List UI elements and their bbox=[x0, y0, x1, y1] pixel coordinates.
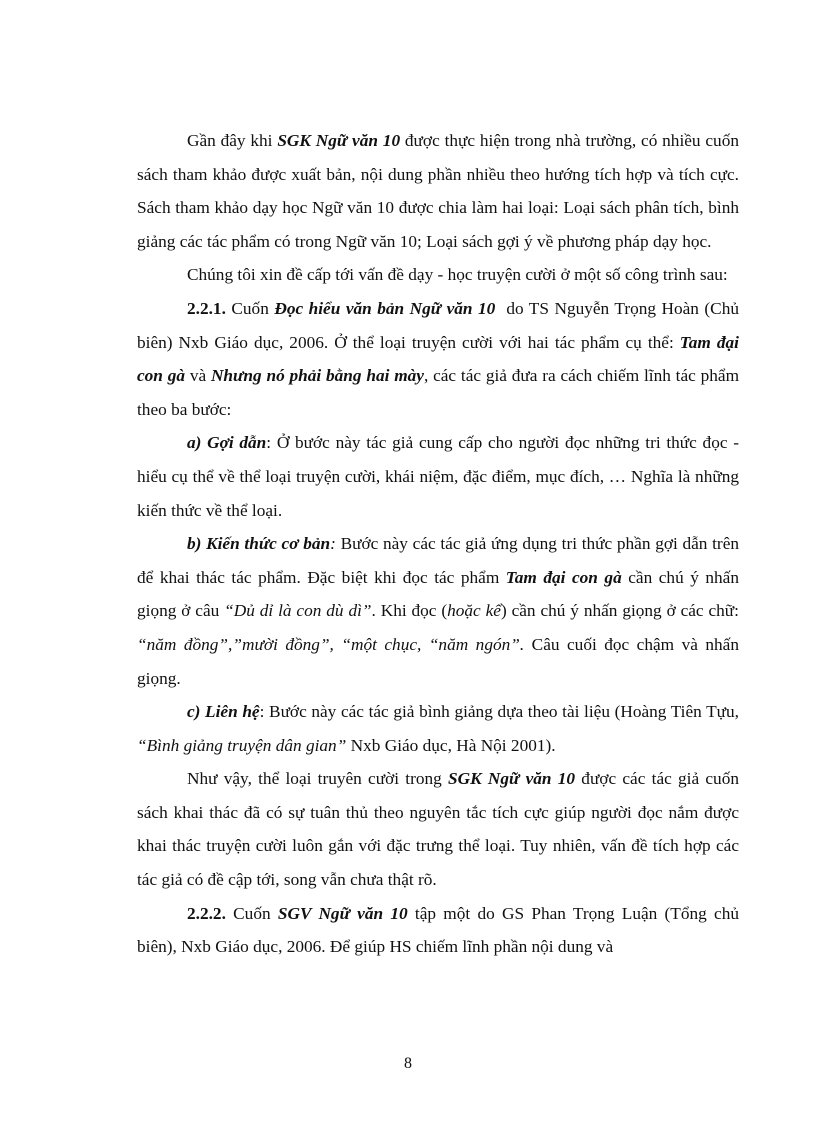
work-title: Tam đại con gà bbox=[137, 332, 739, 386]
text-run: Chúng tôi xin đề cấp tới vấn đề dạy - học truyện cười ở một số công trình sau: bbox=[187, 265, 728, 285]
paragraph-step-b bbox=[137, 527, 739, 695]
text-run: : Bước này các tác giả bình giảng dựa theo tài liệu (Hoàng Tiên Tựu, bbox=[259, 702, 739, 722]
text-run: Nxb Giáo dục, Hà Nội 2001). bbox=[346, 735, 556, 755]
text-run: Bước này các tác giả ứng dụng tri thức phần gợi dẫn trên để khai thác tác phẩm. Đặc biệt khi đọc tác phẩm bbox=[137, 534, 739, 587]
text-run: . Khi đọc ( bbox=[371, 601, 448, 621]
book-title: SGV Ngữ văn 10 bbox=[277, 903, 408, 923]
text-run: được các tác giả cuốn sách khai thác đã có sự tuân thủ theo nguyên tắc tích cực giúp người đọc nắm được khai thác truyện cười luôn gắn với đặc trưng thể loại. Tuy nhiên, vấn đề tích hợp các tác giả có đề cập tới, song vẫn chưa thật rõ. bbox=[137, 769, 739, 890]
section-number: 2.2.1. bbox=[187, 298, 226, 318]
text-run: hoặc kể bbox=[447, 601, 501, 621]
text-run: Câu cuối đọc chậm và nhấn giọng. bbox=[137, 634, 739, 688]
work-title: Nhưng nó phải bằng hai mày bbox=[210, 366, 424, 386]
paragraph-section-2-2-1 bbox=[137, 292, 744, 426]
paragraph-section-2-2-2 bbox=[137, 897, 739, 964]
text-run: Như vậy, thể loại truyên cười trong bbox=[187, 769, 449, 789]
book-title: SGK Ngữ văn 10 bbox=[448, 769, 576, 789]
paragraph-step-a bbox=[137, 426, 739, 527]
text-run: : bbox=[330, 534, 336, 554]
paragraph-scope bbox=[137, 258, 739, 292]
book-title: Đọc hiểu văn bản Ngữ văn 10 bbox=[274, 298, 496, 318]
text-run: Cuốn bbox=[225, 903, 278, 923]
quotation: “Dủ dỉ là con dù dì” bbox=[224, 601, 372, 621]
step-heading: b) Kiến thức cơ bản bbox=[187, 534, 331, 554]
section-number: 2.2.2. bbox=[187, 903, 226, 923]
text-run: được thực hiện trong nhà trường, có nhiều cuốn sách tham khảo được xuất bản, nội dung phần nhiều theo hướng tích hợp và tích cực. Sách tham khảo dạy học Ngữ văn 10 được chia làm hai loại: Loại sách phân tích, bình giảng các tác phẩm có trong Ngữ văn 10; Loại sách gợi ý về phương pháp dạy học. bbox=[137, 131, 739, 251]
text-run: , các tác giả đưa ra cách chiếm lĩnh tác phẩm theo ba bước: bbox=[137, 366, 740, 419]
paragraph-intro bbox=[137, 124, 739, 258]
text-run: tập một do GS Phan Trọng Luận (Tổng chủ biên), Nxb Giáo dục, 2006. Để giúp HS chiếm lĩnh phần nội dung và bbox=[137, 903, 739, 957]
text-run: ) cần chú ý nhấn giọng ở các chữ: bbox=[500, 601, 739, 621]
page-number: 8 bbox=[404, 1055, 412, 1072]
paragraph-summary bbox=[137, 762, 739, 896]
paragraph-step-c bbox=[137, 695, 739, 762]
quotation: “Bình giảng truyện dân gian” bbox=[137, 735, 347, 755]
work-title: Tam đại con gà bbox=[505, 567, 622, 587]
page-body bbox=[137, 124, 744, 964]
text-run: do TS Nguyễn Trọng Hoàn (Chủ biên) Nxb Giáo dục, 2006. Ở thể loại truyện cười với hai tác phẩm cụ thể: bbox=[137, 298, 744, 352]
text-run: Gần đây khi bbox=[187, 131, 278, 150]
book-title: SGK Ngữ văn 10 bbox=[277, 131, 401, 150]
step-heading: a) Gợi dẫn bbox=[187, 433, 267, 453]
text-run: và bbox=[185, 366, 211, 386]
text-run: cần chú ý nhấn giọng ở câu bbox=[137, 567, 739, 621]
text-run: : Ở bước này tác giả cung cấp cho người đọc những tri thức đọc - hiểu cụ thể về thể loại truyện cười, khái niệm, đặc điểm, mục đích, … Nghĩa là những kiến thức về thể loại. bbox=[137, 433, 739, 520]
quotation: “năm đồng”,”mười đồng”, “một chục, “năm ngón”. bbox=[137, 634, 525, 654]
text-run: Cuốn bbox=[225, 298, 275, 318]
step-heading: c) Liên hệ bbox=[187, 702, 260, 722]
